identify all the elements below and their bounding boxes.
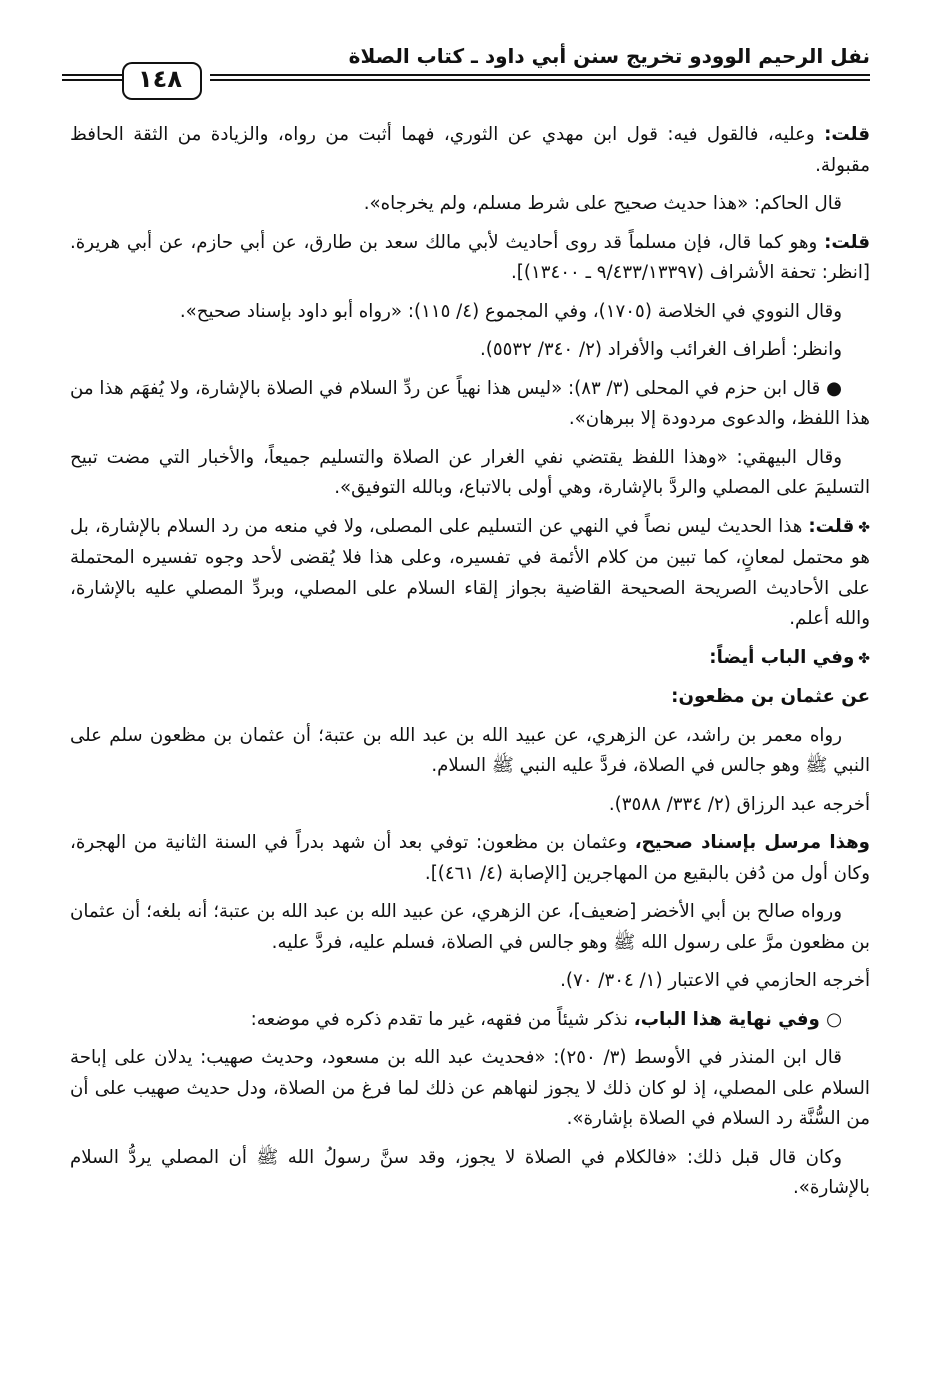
paragraph: ● قال ابن حزم في المحلى (٣/ ٨٣): «ليس هذا نهياً عن ردِّ السلام في الصلاة بالإشارة، ولا يُفهَم هذا من هذا اللفظ، والدعوى مردودة إلا ببرهان».	[70, 377, 870, 429]
section-heading: عن عثمان بن مظعون:	[671, 686, 870, 707]
paragraph: ✤قلت: هذا الحديث ليس نصاً في النهي عن التسليم على المصلى، ولا في منعه من رد السلام بالإشارة، بل هو محتمل لمعانٍ، كما تبين من كلام الأئمة في تفسيره، وعلى هذا فلا يُقضى لأحد وجوه تفسيره المحتملة على الأحاديث الصريحة الصحيحة القاضية بجواز إلقاء السلام على المصلي، وبردِّ المصلي عليه بالإشارة، والله أعلم.	[70, 512, 870, 635]
paragraph: قلت: وهو كما قال، فإن مسلماً قد روى أحاديث لأبي مالك سعد بن طارق، عن أبي حازم، عن أبي هريرة. [انظر: تحفة الأشراف (٩/٤٣٣/١٣٣٩٧ ـ ١٣٤٠٠)].	[70, 231, 870, 283]
paragraph: قال الحاكم: «هذا حديث صحيح على شرط مسلم، ولم يخرجاه».	[363, 193, 842, 214]
paragraph: أخرجه عبد الرزاق (٢/ ٣٣٤/ ٣٥٨٨).	[608, 793, 870, 815]
paragraph: وكان قال قبل ذلك: «فالكلام في الصلاة لا يجوز، وقد سنَّ رسولُ الله ﷺ أن المصلي يردُّ السلام بالإشارة».	[70, 1146, 870, 1198]
leaf-icon: ✤	[858, 650, 870, 667]
paragraph: قال ابن المنذر في الأوسط (٣/ ٢٥٠): «فحديث عبد الله بن مسعود، وحديث صهيب: يدلان على إباحة السلام على المصلي، إذ لو كان ذلك لا يجوز لنهاهم عن ذلك لما فرغ من الصلاة، ودل حديث صهيب على أن من السُّنَّة رد السلام في الصلاة بإشارة».	[70, 1047, 870, 1129]
bullet-icon: ●	[826, 377, 842, 399]
main-text	[70, 120, 870, 1212]
paragraph: ○ وفي نهاية هذا الباب، نذكر شيئاً من فقهه، غير ما تقدم ذكره في موضعه:	[250, 1008, 842, 1030]
paragraph: رواه معمر بن راشد، عن الزهري، عن عبيد الله بن عبد الله بن عتبة؛ أن عثمان بن مظعون سلم على النبي ﷺ وهو جالس في الصلاة، فردَّ عليه النبي ﷺ السلام.	[70, 724, 870, 776]
paragraph: ورواه صالح بن أبي الأخضر [ضعيف]، عن الزهري، عن عبيد الله بن عبد الله بن عتبة؛ أنه بلغه؛ أن عثمان بن مظعون مرَّ على رسول الله ﷺ وهو جالس في الصلاة، فسلم عليه، فردَّ عليه.	[70, 901, 870, 953]
running-title: نفل الرحيم الوودو تخريج سنن أبي داود ـ كتاب الصلاة	[348, 44, 870, 68]
page-number: ١٤٨	[138, 65, 182, 93]
paragraph: وهذا مرسل بإسناد صحيح، وعثمان بن مظعون: توفي بعد أن شهد بدراً في السنة الثانية من الهجرة، وكان أول من دُفن بالبقيع من المهاجرين [الإصابة (٤/ ٤٦١)].	[70, 832, 870, 884]
page-number-ornament	[110, 62, 210, 100]
leaf-icon: ✤	[858, 519, 870, 536]
paragraph: أخرجه الحازمي في الاعتبار (١/ ٣٠٤/ ٧٠).	[560, 970, 870, 991]
paragraph: وقال البيهقي: «وهذا اللفظ يقتضي نفي الغرار عن الصلاة والتسليم جميعاً، والأخبار التي مضت تبيح التسليمَ على المصلي والردَّ بالإشارة، وهي أولى بالاتباع، وبالله التوفيق».	[70, 446, 870, 498]
header-rule-right	[210, 74, 870, 84]
section-heading: ✤وفي الباب أيضاً:	[70, 643, 870, 675]
paragraph: وقال النووي في الخلاصة (١٧٠٥)، وفي المجموع (٤/ ١١٥): «رواه أبو داود بإسناد صحيح».	[179, 300, 842, 322]
paragraph: قلت: وعليه، فالقول فيه: قول ابن مهدي عن الثوري، فهما أثبت من رواه، والزيادة من الثقة الحافظ مقبولة.	[70, 124, 870, 176]
paragraph: وانظر: أطراف الغرائب والأفراد (٢/ ٣٤٠/ ٥٥٣٢).	[479, 339, 842, 360]
